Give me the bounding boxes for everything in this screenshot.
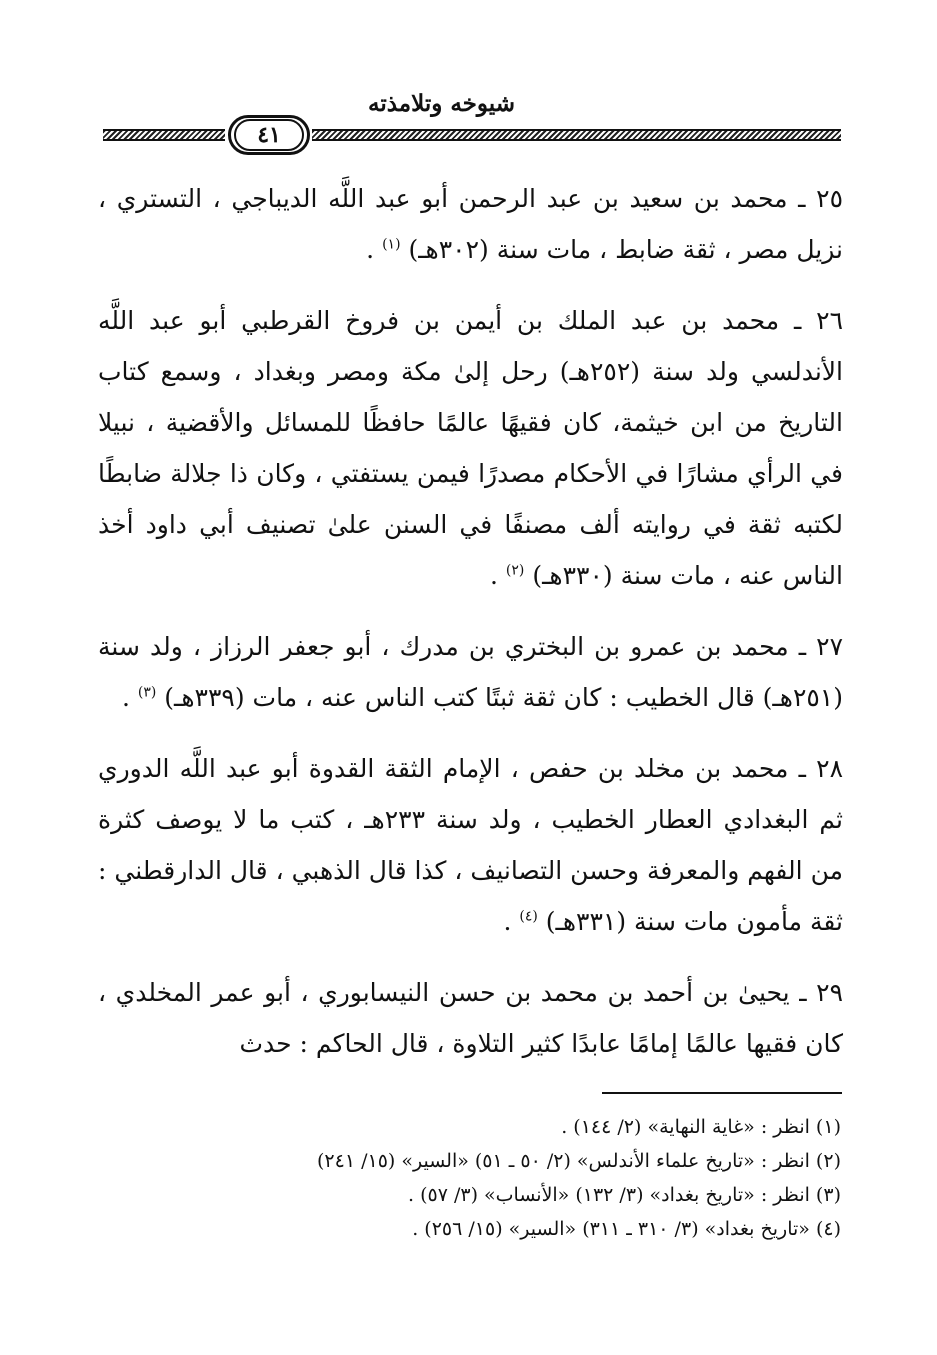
entry-tail: . [366, 235, 383, 264]
footnote-2: (٢) انظر : «تاريخ علماء الأندلس» (٢/ ٥٠ ـ ٥١) «السير» (١٥/ ٢٤١) [316, 1150, 841, 1172]
footnote-marker: (٣) [137, 684, 157, 701]
entry-text: ٢٥ ـ محمد بن سعيد بن عبد الرحمن أبو عبد اللَّه الديباجي ، التستري ، نزيل مصر ، ثقة ضابط ، مات سنة (٣٠٢هـ) [98, 184, 843, 264]
footnote-marker: (٤) [519, 908, 538, 925]
page-number-badge [228, 115, 310, 155]
entry-tail: . [503, 907, 520, 936]
entry-28 [98, 743, 843, 947]
entry-25 [98, 173, 843, 275]
footnote-1: (١) انظر : «غاية النهاية» (٢/ ١٤٤) . [561, 1116, 841, 1138]
page-number: ٤١ [234, 119, 304, 151]
entry-27 [98, 621, 843, 723]
footnote-3: (٣) انظر : «تاريخ بغداد» (٣/ ١٣٢) «الأنساب» (٣/ ٥٧) . [407, 1184, 841, 1206]
footnote-marker: (٢) [505, 562, 525, 579]
entry-text: ٢٨ ـ محمد بن مخلد بن حفص ، الإمام الثقة القدوة أبو عبد اللَّه الدوري ثم البغدادي العطار الخطيب ، ولد سنة ٢٣٣هـ ، كتب ما لا يوصف كثرة من الفهم والمعرفة وحسن التصانيف ، كذا قال الذهبي ، قال الدارقطني : ثقة مأمون مات سنة (٣٣١هـ) [98, 754, 843, 936]
entry-text: ٢٩ ـ يحيىٰ بن أحمد بن محمد بن حسن النيسابوري ، أبو عمر المخلدي ، كان فقيها عالمًا إمامًا عابدًا كثير التلاوة ، قال الحاكم : حدث [98, 978, 843, 1058]
footnote-separator [602, 1092, 842, 1094]
footnotes [96, 1110, 841, 1246]
entry-26 [98, 295, 843, 601]
entry-text: ٢٦ ـ محمد بن عبد الملك بن أيمن بن فروخ القرطبي أبو عبد اللَّه الأندلسي ولد سنة (٢٥٢هـ) رحل إلىٰ مكة ومصر وبغداد ، وسمع كتاب التاريخ من ابن خيثمة، كان فقيهًا عالمًا حافظًا للمسائل والأقضية ، نبيلا في الرأي مشارًا في الأحكام مصدرًا فيمن يستفتي ، وكان ذا جلالة ضابطًا لكتبه ثقة في روايته ألف مصنفًا في السنن علىٰ تصنيف أبي داود أخذ الناس عنه ، مات سنة (٣٣٠هـ) [98, 306, 843, 590]
header-rule-right [312, 129, 841, 141]
footnote-4: (٤) «تاريخ بغداد» (٣/ ٣١٠ ـ ٣١١) «السير» (١٥/ ٢٥٦) . [412, 1218, 841, 1240]
footnote-marker: (١) [382, 236, 401, 253]
running-header-title: شيوخه وتلامذته [367, 90, 515, 117]
entry-tail: . [121, 683, 138, 712]
header-rule-left [103, 129, 225, 141]
entry-tail: . [490, 561, 506, 590]
entry-text: ٢٧ ـ محمد بن عمرو بن البختري بن مدرك ، أبو جعفر الرزاز ، ولد سنة (٢٥١هـ) قال الخطيب : كان ثقة ثبتًا كتب الناس عنه ، مات (٣٣٩هـ) [98, 632, 843, 712]
entry-29 [98, 967, 843, 1069]
biography-entries [98, 173, 843, 1089]
